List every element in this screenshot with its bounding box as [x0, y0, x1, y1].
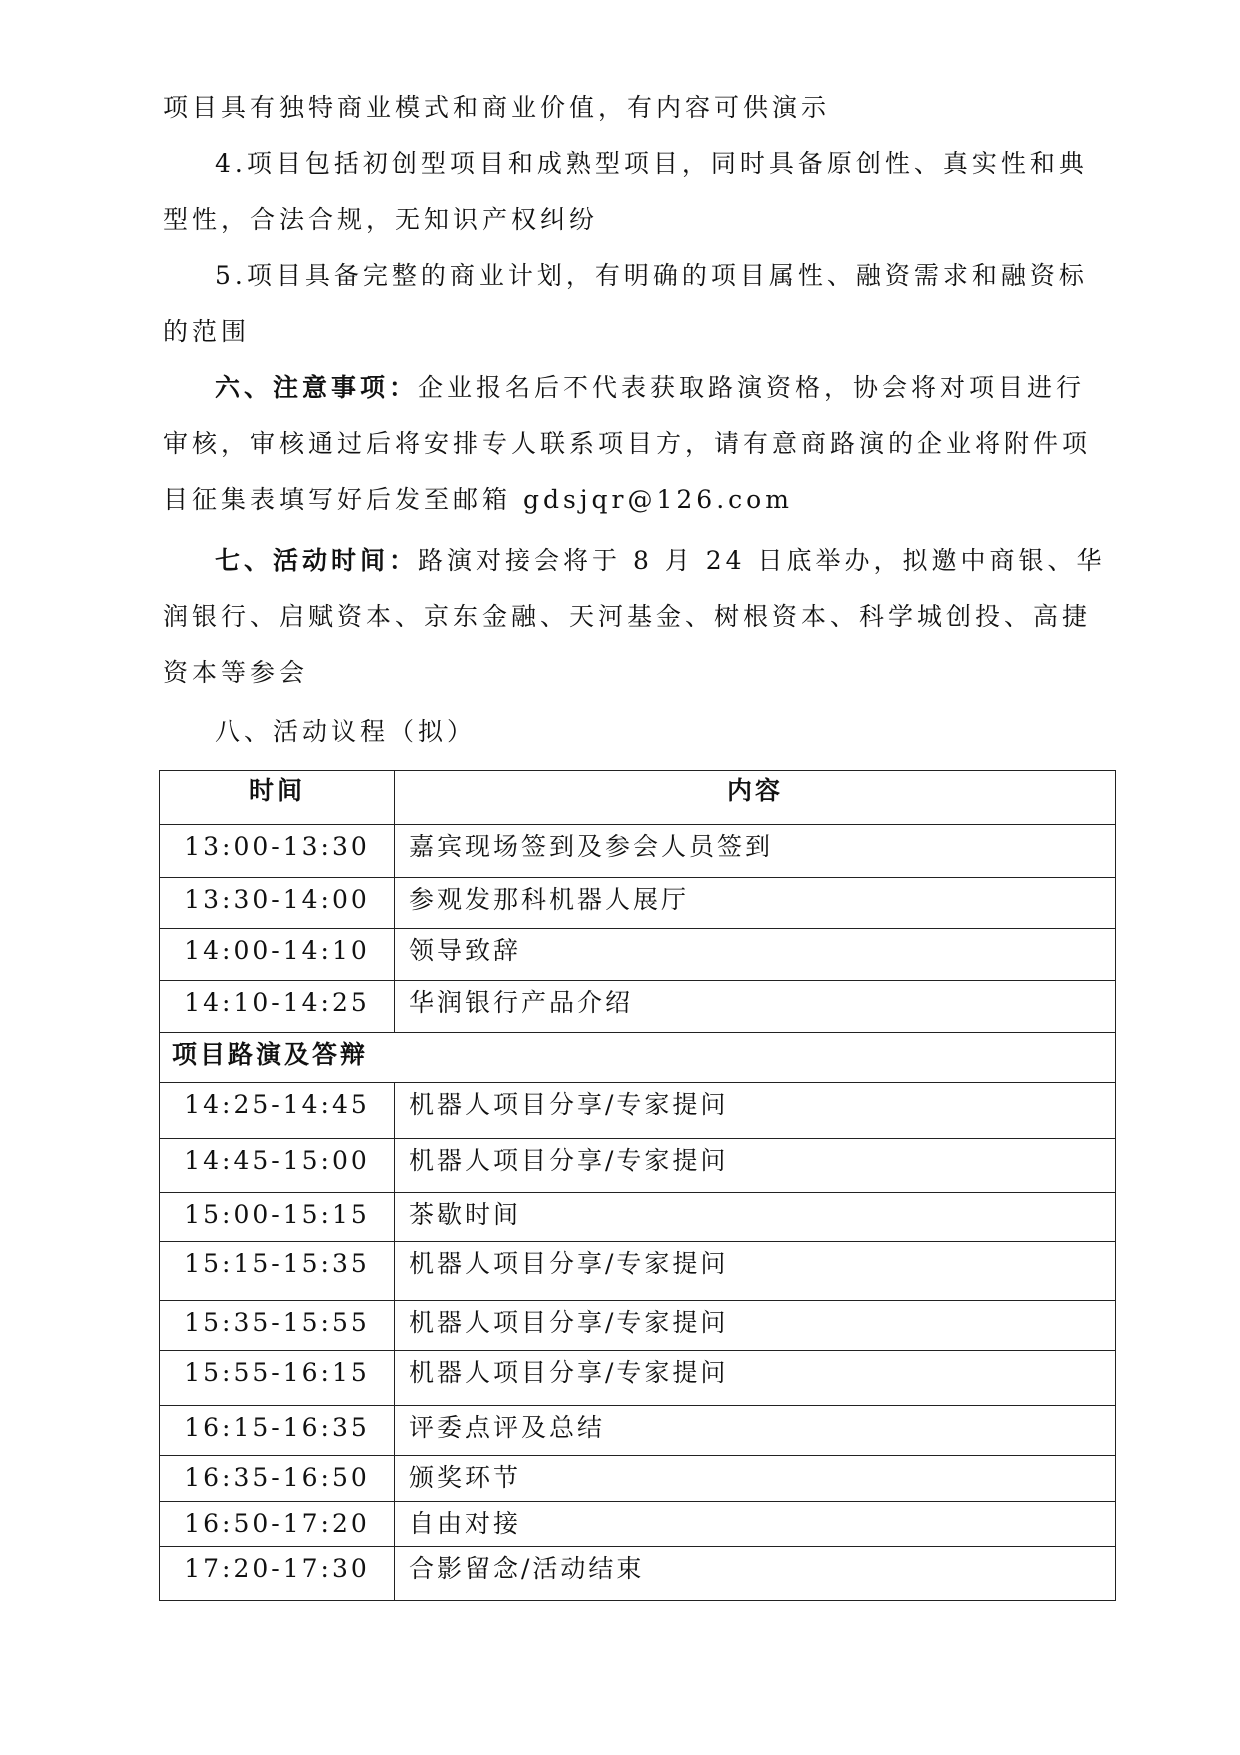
paragraph-line: 4.项目包括初创型项目和成熟型项目，同时具备原创性、真实性和典: [215, 149, 1088, 178]
section-6-text: 企业报名后不代表获取路演资格，协会将对项目进行: [418, 373, 1086, 402]
time-cell: 14:45-15:00: [160, 1139, 395, 1193]
section-7-heading: 七、活动时间：: [215, 546, 419, 575]
table-row: [160, 1502, 1116, 1547]
table-row: [160, 1083, 1116, 1139]
content-cell: 茶歇时间: [395, 1193, 1116, 1242]
content-cell: 华润银行产品介绍: [395, 981, 1116, 1033]
paragraph-line: 5.项目具备完整的商业计划，有明确的项目属性、融资需求和融资标: [215, 261, 1088, 290]
time-cell: 13:30-14:00: [160, 878, 395, 929]
table-row: [160, 825, 1116, 878]
time-cell: 14:10-14:25: [160, 981, 395, 1033]
time-cell: 16:35-16:50: [160, 1456, 395, 1502]
time-cell: 15:00-15:15: [160, 1193, 395, 1242]
table-section-row: [160, 1033, 1116, 1083]
content-cell: 颁奖环节: [395, 1456, 1116, 1502]
table-row: [160, 929, 1116, 981]
table-row: [160, 1456, 1116, 1502]
content-cell: 机器人项目分享/专家提问: [395, 1083, 1116, 1139]
paragraph-line: 项目具有独特商业模式和商业价值，有内容可供演示: [163, 93, 831, 122]
table-header-row: [160, 771, 1116, 825]
content-cell: 自由对接: [395, 1502, 1116, 1547]
time-cell: 15:55-16:15: [160, 1351, 395, 1406]
content-cell: 机器人项目分享/专家提问: [395, 1139, 1116, 1193]
content-cell: 机器人项目分享/专家提问: [395, 1351, 1116, 1406]
content-cell: 领导致辞: [395, 929, 1116, 981]
paragraph-line: 目征集表填写好后发至邮箱 gdsjqr@126.com: [163, 485, 793, 514]
content-cell: 机器人项目分享/专家提问: [395, 1301, 1116, 1351]
table-row: [160, 1351, 1116, 1406]
content-cell: 合影留念/活动结束: [395, 1547, 1116, 1601]
table-row: [160, 1406, 1116, 1456]
agenda-table: [159, 770, 1116, 1601]
time-cell: 15:35-15:55: [160, 1301, 395, 1351]
table-row: [160, 1193, 1116, 1242]
table-row: [160, 1301, 1116, 1351]
content-cell: 嘉宾现场签到及参会人员签到: [395, 825, 1116, 878]
paragraph-line: 资本等参会: [163, 658, 309, 687]
table-row: [160, 1547, 1116, 1601]
paragraph-line: 的范围: [163, 317, 251, 346]
content-cell: 机器人项目分享/专家提问: [395, 1242, 1116, 1301]
paragraph-line: 审核，审核通过后将安排专人联系项目方，请有意商路演的企业将附件项: [163, 429, 1092, 458]
table-row: [160, 1242, 1116, 1301]
time-cell: 13:00-13:30: [160, 825, 395, 878]
section-7-text: 路演对接会将于 8 月 24 日底举办，拟邀中商银、华: [418, 546, 1106, 575]
section-7-line: [215, 545, 1106, 577]
time-cell: 16:50-17:20: [160, 1502, 395, 1547]
time-cell: 14:25-14:45: [160, 1083, 395, 1139]
content-cell: 参观发那科机器人展厅: [395, 878, 1116, 929]
section-8-heading: 八、活动议程（拟）: [215, 717, 477, 746]
header-content: 内容: [395, 771, 1116, 825]
time-cell: 16:15-16:35: [160, 1406, 395, 1456]
paragraph-line: 润银行、启赋资本、京东金融、天河基金、树根资本、科学城创投、高捷: [163, 602, 1092, 631]
table-row: [160, 1139, 1116, 1193]
content-cell: 评委点评及总结: [395, 1406, 1116, 1456]
time-cell: 15:15-15:35: [160, 1242, 395, 1301]
table-row: [160, 878, 1116, 929]
paragraph-line: 型性，合法合规，无知识产权纠纷: [163, 205, 599, 234]
time-cell: 14:00-14:10: [160, 929, 395, 981]
section-6-heading: 六、注意事项：: [215, 373, 419, 402]
header-time: 时间: [160, 771, 395, 825]
time-cell: 17:20-17:30: [160, 1547, 395, 1601]
section-cell: 项目路演及答辩: [160, 1033, 1116, 1083]
table-row: [160, 981, 1116, 1033]
section-6-line: [215, 372, 1085, 404]
